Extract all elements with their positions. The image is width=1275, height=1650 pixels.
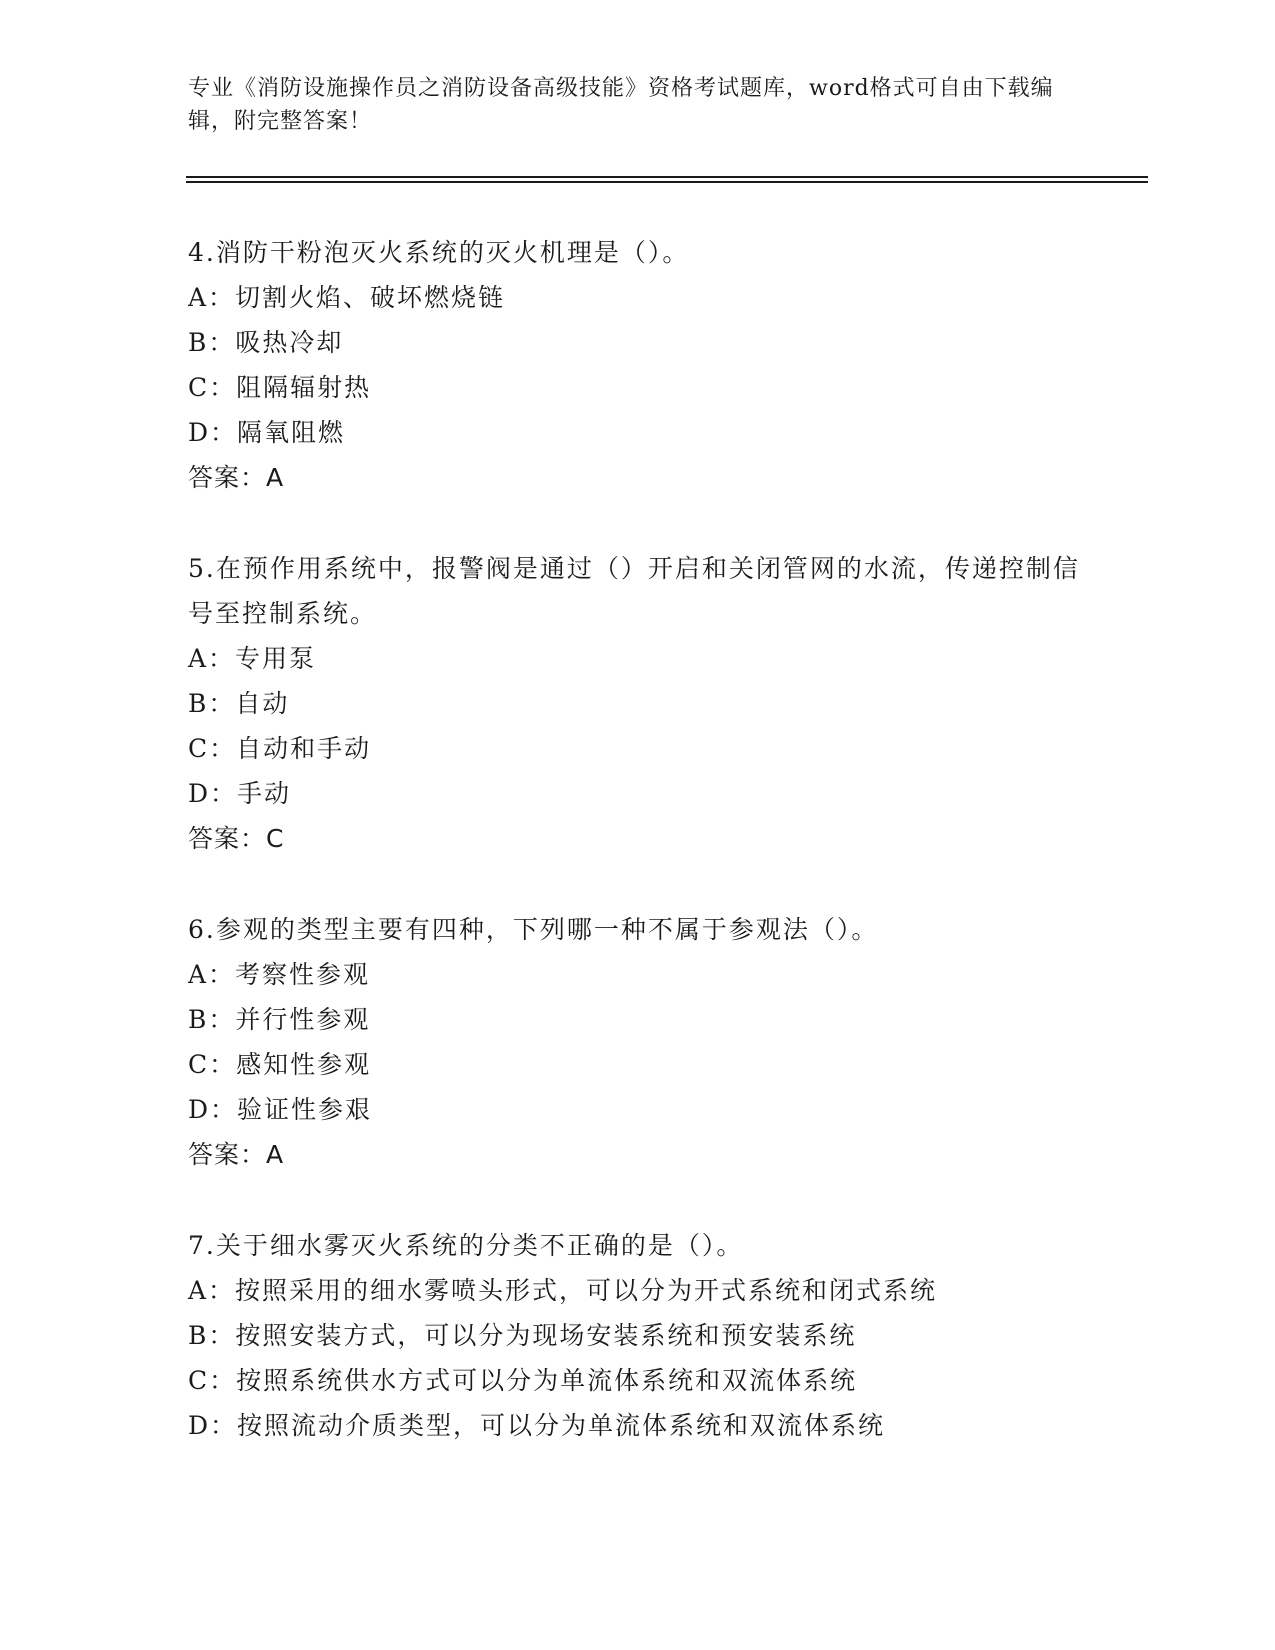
question-list [188,230,1088,1448]
answer-line: 答案：A [188,1140,285,1169]
option-a: A：切割火焰、破坏燃烧链 [188,283,506,312]
option-c: C：阻隔辐射热 [188,373,372,402]
option-a: A：按照采用的细水雾喷头形式，可以分为开式系统和闭式系统 [188,1276,938,1305]
document-header: 专业《消防设施操作员之消防设备高级技能》资格考试题库，word格式可自由下载编辑，附完整答案！ [188,76,1054,134]
answer-line: 答案：A [188,463,285,492]
option-b: B：并行性参观 [188,1005,371,1034]
option-b: B：吸热冷却 [188,328,344,357]
option-a: A：考察性参观 [188,960,371,989]
option-d: D：手动 [188,779,292,808]
question-4 [188,230,1088,500]
question-stem: 7.关于细水雾灭火系统的分类不正确的是（）。 [188,1231,744,1260]
option-d: D：验证性参艰 [188,1095,373,1124]
question-stem: 6.参观的类型主要有四种，下列哪一种不属于参观法（）。 [188,915,879,944]
answer-line: 答案：C [188,824,285,853]
question-6 [188,907,1088,1177]
option-c: C：感知性参观 [188,1050,372,1079]
option-b: B：按照安装方式，可以分为现场安装系统和预安装系统 [188,1321,857,1350]
option-a: A：专用泵 [188,644,317,673]
option-c: C：自动和手动 [188,734,372,763]
question-7 [188,1223,1088,1448]
header-divider-top [186,176,1148,178]
question-stem: 4.消防干粉泡灭火系统的灭火机理是（）。 [188,238,690,267]
option-c: C：按照系统供水方式可以分为单流体系统和双流体系统 [188,1366,858,1395]
option-b: B：自动 [188,689,290,718]
option-d: D：隔氧阻燃 [188,418,346,447]
question-stem: 5.在预作用系统中，报警阀是通过（）开启和关闭管网的水流，传递控制信号至控制系统。 [188,554,1080,628]
question-5 [188,546,1088,861]
option-d: D：按照流动介质类型，可以分为单流体系统和双流体系统 [188,1411,886,1440]
header-divider-bottom [186,181,1148,183]
